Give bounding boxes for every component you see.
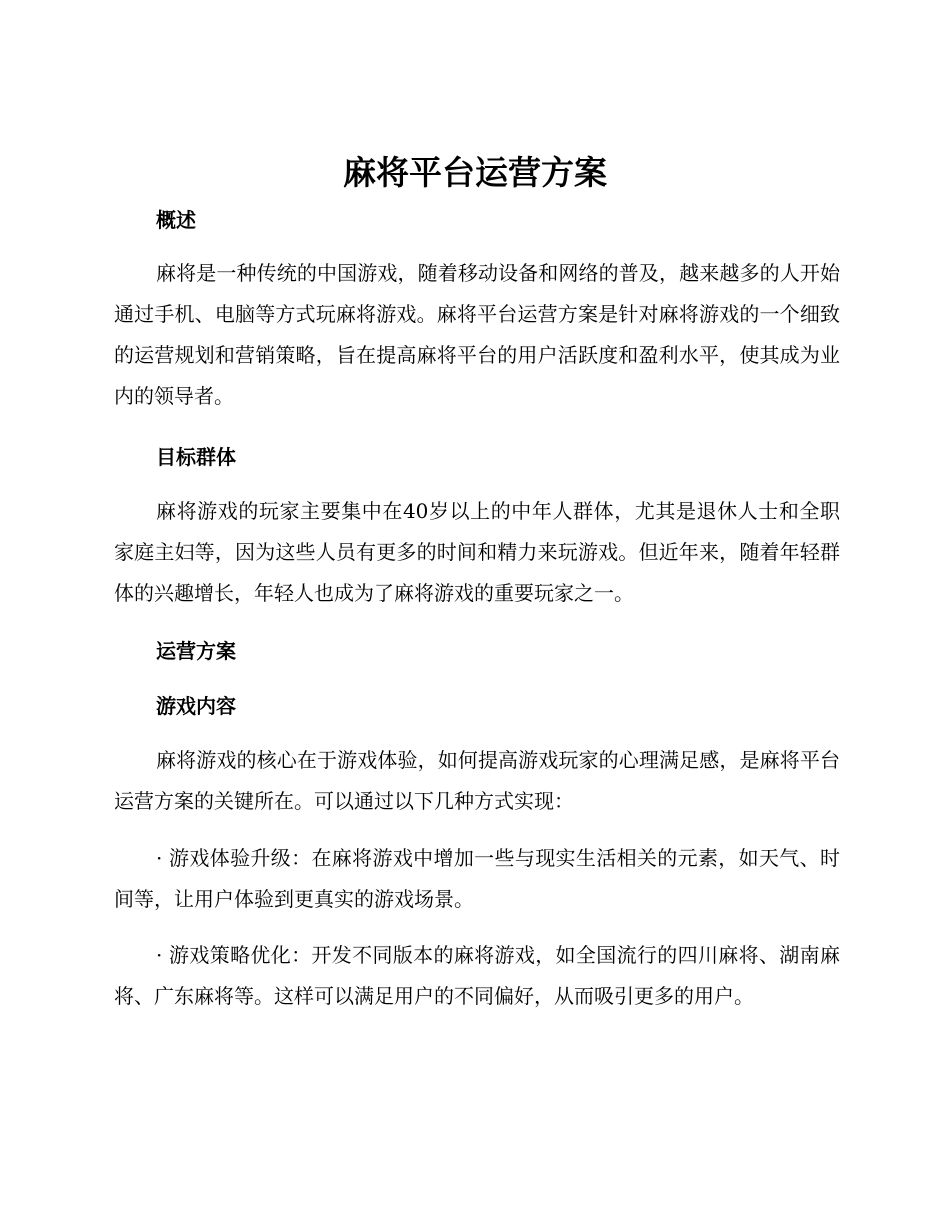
section-heading-operation-plan: 运营方案 bbox=[156, 639, 236, 663]
overview-paragraph: 麻将是一种传统的中国游戏，随着移动设备和网络的普及，越来越多的人开始通过手机、电脑等方式玩麻将游戏。麻将平台运营方案是针对麻将游戏的一个细致的运营规划和营销策略，旨在提高麻将平台的用户活跃度和盈利水平，使其成为业内的领导者。 bbox=[114, 261, 840, 408]
document-title: 麻将平台运营方案 bbox=[343, 153, 607, 192]
game-content-paragraph: 麻将游戏的核心在于游戏体验，如何提高游戏玩家的心理满足感，是麻将平台运营方案的关键所在。可以通过以下几种方式实现： bbox=[114, 748, 840, 813]
bullet-item-experience-upgrade: · 游戏体验升级：在麻将游戏中增加一些与现实生活相关的元素，如天气、时间等，让用户体验到更真实的游戏场景。 bbox=[114, 846, 840, 911]
bullet-item-strategy-optimization: · 游戏策略优化：开发不同版本的麻将游戏，如全国流行的四川麻将、湖南麻将、广东麻将等。这样可以满足用户的不同偏好，从而吸引更多的用户。 bbox=[114, 943, 840, 1008]
target-group-paragraph: 麻将游戏的玩家主要集中在40岁以上的中年人群体，尤其是退休人士和全职家庭主妇等，因为这些人员有更多的时间和精力来玩游戏。但近年来，随着年轻群体的兴趣增长，年轻人也成为了麻将游戏的重要玩家之一。 bbox=[114, 499, 840, 605]
section-heading-target-group: 目标群体 bbox=[156, 445, 236, 469]
section-heading-game-content: 游戏内容 bbox=[156, 694, 236, 718]
section-heading-overview: 概述 bbox=[156, 208, 196, 232]
